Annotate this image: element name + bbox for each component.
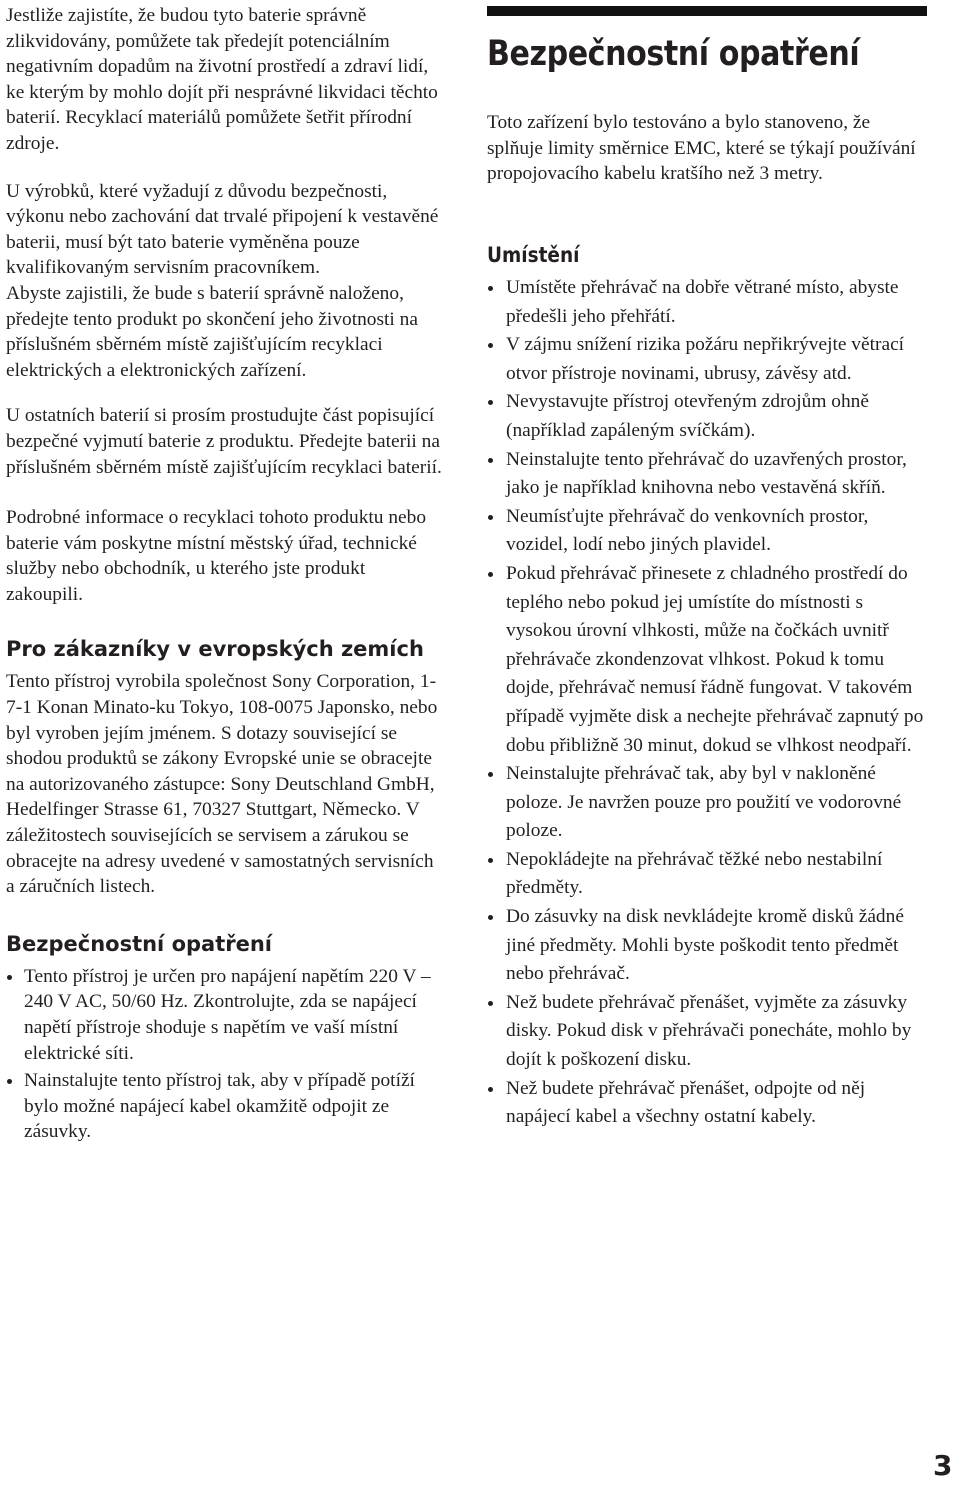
- list-item: Nevystavujte přístroj otevřeným zdrojům ohně (například zapáleným svíčkám).: [487, 388, 927, 445]
- list-item: Nepokládejte na přehrávač těžké nebo nestabilní předměty.: [487, 846, 927, 903]
- list-item: V zájmu snížení rizika požáru nepřikrývejte větrací otvor přístroje novinami, ubrusy, závěsy atd.: [487, 331, 927, 388]
- list-item: Neinstalujte tento přehrávač do uzavřených prostor, jako je například knihovna nebo vestavěná skříň.: [487, 446, 927, 503]
- list-item: Tento přístroj je určen pro napájení napětím 220 V – 240 V AC, 50/60 Hz. Zkontrolujte, zda se napájecí napětí přístroje shoduje s napětím ve vaší místní elektrické síti.: [6, 964, 444, 1066]
- list-item: Nainstalujte tento přístroj tak, aby v případě potíží bylo možné napájecí kabel okamžitě odpojit ze zásuvky.: [6, 1068, 444, 1145]
- list-item: Než budete přehrávač přenášet, odpojte od něj napájecí kabel a všechny ostatní kabely.: [487, 1075, 927, 1132]
- recycling-info-paragraph: Podrobné informace o recyklaci tohoto produktu nebo baterie vám poskytne místní městský úřad, technické služby nebo obchodník, u kterého jste produkt zakoupili.: [6, 507, 427, 605]
- page-title: Bezpečnostní opatření: [487, 34, 860, 74]
- eu-customers-paragraph: Tento přístroj vyrobila společnost Sony Corporation, 1-7-1 Konan Minato-ku Tokyo, 108-0075 Japonsko, nebo byl vyroben jejím jménem. S dotazy související se shodou produktů se zákony Evropské unie se obracejte na autorizovaného zástupce: Sony Deutschland GmbH, Hedelfinger Strasse 61, 70327 Stuttgart, Německo. V záležitostech souvisejících se servisem a zárukou se obracejte na adresy uvedené v samostatných servisních a záručních listech.: [6, 671, 438, 898]
- placement-heading: Umístění: [487, 243, 580, 267]
- section-bar: [487, 6, 927, 16]
- placement-list: [487, 274, 927, 1132]
- list-item: Než budete přehrávač přenášet, vyjměte za zásuvky disky. Pokud disk v přehrávači ponecháte, mohlo by dojít k poškození disku.: [487, 989, 927, 1075]
- list-item: Neinstalujte přehrávač tak, aby byl v nakloněné poloze. Je navržen pouze pro použití ve vodorovné poloze.: [487, 760, 927, 846]
- eu-customers-heading: Pro zákazníky v evropských zemích: [6, 637, 424, 662]
- page-number: 3: [933, 1449, 953, 1482]
- other-batteries-paragraph: U ostatních baterií si prosím prostudujte část popisující bezpečné vyjmutí baterie z produktu. Předejte baterii na příslušném sběrném místě zajišťujícím recyklaci baterií.: [6, 405, 442, 478]
- list-item: Do zásuvky na disk nevkládejte kromě disků žádné jiné předměty. Mohli byste poškodit tento předmět nebo přehrávač.: [487, 903, 927, 989]
- safety-list-left: [6, 964, 444, 1145]
- left-column: [6, 0, 444, 1147]
- list-item: Umístěte přehrávač na dobře větrané místo, abyste předešli jeho přehřátí.: [487, 274, 927, 331]
- battery-disposal-paragraph: Jestliže zajistíte, že budou tyto baterie správně zlikvidovány, pomůžete tak předejít potenciálním negativním dopadům na životní prostředí a zdraví lidí, ke kterým by mohlo dojít při nesprávné likvidaci těchto baterií. Recyklací materiálů pomůžete šetřit přírodní zdroje.: [6, 5, 438, 154]
- list-item: Neumísťujte přehrávač do venkovních prostor, vozidel, lodí nebo jiných plavidel.: [487, 503, 927, 560]
- battery-replacement-paragraph: U výrobků, které vyžadují z důvodu bezpečnosti, výkonu nebo zachování dat trvalé připojení k vestavěné baterii, musí být tato baterie vyměněna pouze kvalifikovaným servisním pracovníkem.: [6, 180, 439, 279]
- battery-recycling-paragraph: Abyste zajistili, že bude s baterií správně naloženo, předejte tento produkt po skončení jeho životnosti na příslušném sběrném místě zajišťujícím recyklaci elektrických a elektronických zařízení.: [6, 282, 418, 381]
- safety-heading-left: Bezpečnostní opatření: [6, 931, 272, 956]
- emc-paragraph: Toto zařízení bylo testováno a bylo stanoveno, že splňuje limity směrnice EMC, které se týkají používání propojovacího kabelu kratšího než 3 metry.: [487, 112, 916, 185]
- list-item: Pokud přehrávač přinesete z chladného prostředí do teplého nebo pokud jej umístíte do místnosti s vysokou úrovní vlhkosti, může na čočkách uvnitř přehrávače zkondenzovat vlhkost. Pokud k tomu dojde, přehrávač nemusí řádně fungovat. V takovém případě vyjměte disk a nechejte přehrávač zapnutý po dobu přibližně 30 minut, dokud se vlhkost neodpaří.: [487, 560, 927, 760]
